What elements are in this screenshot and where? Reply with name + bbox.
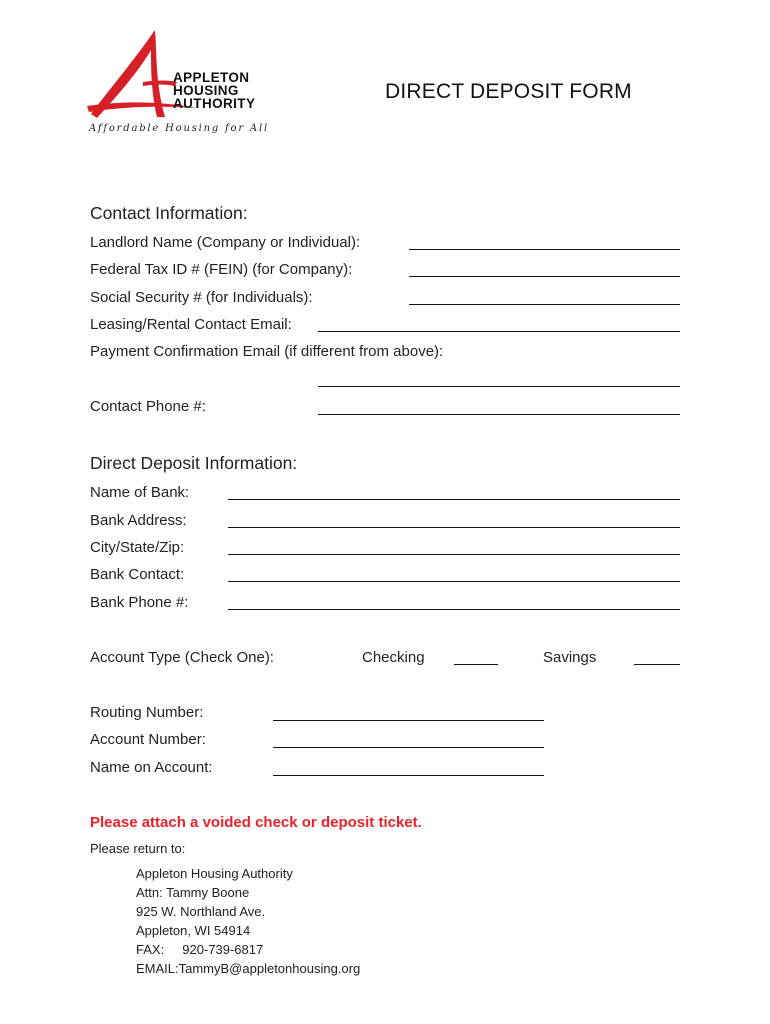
account-type-label: Account Type (Check One): [90,649,274,666]
landlord-name-field[interactable] [409,249,680,250]
ssn-field[interactable] [409,304,680,305]
account-number-field[interactable] [273,747,544,748]
bank-contact-label: Bank Contact: [90,566,185,583]
city-state-zip-label: City/State/Zip: [90,539,185,556]
bank-name-field[interactable] [228,499,680,500]
checking-label: Checking [362,649,425,666]
bank-address-field[interactable] [228,527,680,528]
logo-line-appleton: APPLETON [173,70,250,85]
address-line-attn: Attn: Tammy Boone [136,885,250,900]
return-address [136,864,360,978]
bank-phone-label: Bank Phone #: [90,594,189,611]
bank-phone-field[interactable] [228,609,680,610]
address-line-city: Appleton, WI 54914 [136,923,251,938]
logo-line-authority: AUTHORITY [173,96,256,111]
savings-label: Savings [543,649,597,666]
address-line-email[interactable]: EMAIL:TammyB@appletonhousing.org [136,961,361,976]
appleton-housing-authority-logo [85,22,290,140]
page-title: DIRECT DEPOSIT FORM [385,80,632,103]
name-on-account-label: Name on Account: [90,759,213,776]
checking-checkbox[interactable] [454,664,498,665]
address-line-street: 925 W. Northland Ave. [136,904,266,919]
address-line-fax: FAX: 920-739-6817 [136,942,264,957]
routing-number-field[interactable] [273,720,544,721]
fein-label: Federal Tax ID # (FEIN) (for Company): [90,261,353,278]
bank-contact-field[interactable] [228,581,680,582]
deposit-section-heading: Direct Deposit Information: [90,453,298,473]
name-on-account-field[interactable] [273,775,544,776]
account-number-label: Account Number: [90,731,206,748]
contact-phone-field[interactable] [318,414,680,415]
contact-email-label: Leasing/Rental Contact Email: [90,316,292,333]
fein-field[interactable] [409,276,680,277]
contact-phone-label: Contact Phone #: [90,398,206,415]
logo-line-housing: HOUSING [173,83,239,98]
bank-name-label: Name of Bank: [90,484,190,501]
address-line-org: Appleton Housing Authority [136,866,293,881]
savings-checkbox[interactable] [634,664,680,665]
contact-email-field[interactable] [318,331,680,332]
landlord-name-label: Landlord Name (Company or Individual): [90,234,361,251]
attach-check-notice: Please attach a voided check or deposit ticket. [90,814,422,831]
return-label: Please return to: [90,841,186,856]
payment-email-field[interactable] [318,386,680,387]
contact-section-heading: Contact Information: [90,203,248,223]
routing-number-label: Routing Number: [90,704,204,721]
logo-text [173,71,255,110]
payment-email-label: Payment Confirmation Email (if different from above): [90,343,444,360]
city-state-zip-field[interactable] [228,554,680,555]
bank-address-label: Bank Address: [90,512,187,529]
logo-tagline: Affordable Housing for All [89,123,269,134]
ssn-label: Social Security # (for Individuals): [90,289,313,306]
